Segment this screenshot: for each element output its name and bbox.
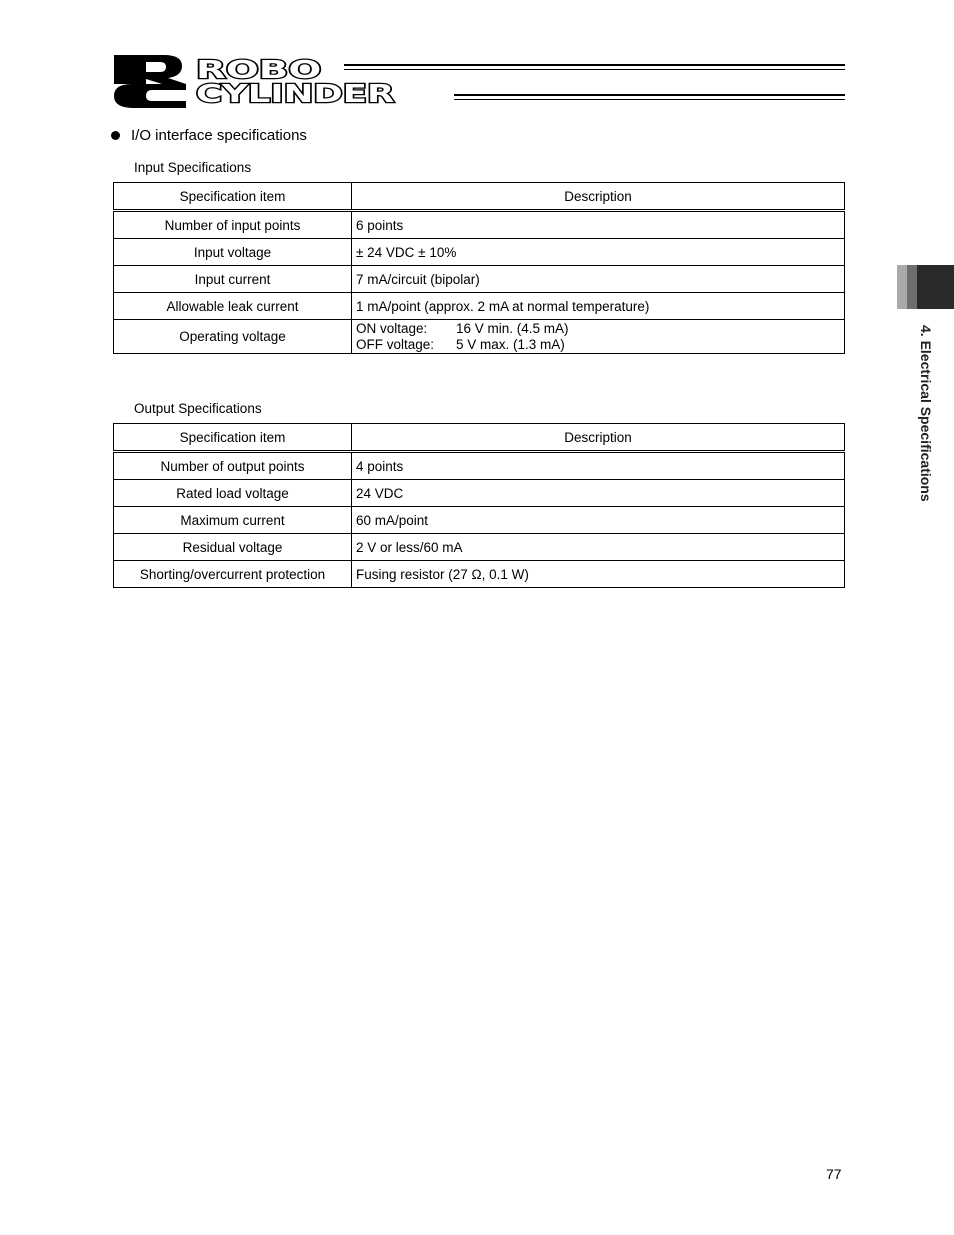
logo-word-cylinder: CYLINDER	[196, 79, 395, 108]
header-rule-bottom-thin	[454, 99, 845, 100]
desc-cell: 1 mA/point (approx. 2 mA at normal temperature)	[352, 293, 845, 320]
table-header-row	[114, 183, 845, 211]
input-specs-table	[113, 182, 845, 354]
section-title	[111, 127, 307, 144]
header-rule-top-thin	[344, 69, 845, 70]
table-row	[114, 293, 845, 320]
header-cell: Description	[352, 183, 845, 211]
desc-cell	[352, 320, 845, 354]
section-title-text: I/O interface specifications	[131, 127, 307, 144]
desc-cell: 24 VDC	[352, 480, 845, 507]
desc-cell: 60 mA/point	[352, 507, 845, 534]
table-row	[114, 452, 845, 480]
chapter-side-label: 4. Electrical Specifications	[918, 325, 934, 502]
output-specs-table	[113, 423, 845, 588]
operating-voltage-values	[356, 321, 840, 353]
on-voltage-label: ON voltage:	[356, 320, 428, 336]
desc-cell: 7 mA/circuit (bipolar)	[352, 266, 845, 293]
table-row	[114, 507, 845, 534]
table-row	[114, 534, 845, 561]
item-cell: Operating voltage	[114, 320, 352, 354]
robo-cylinder-logo	[112, 54, 852, 110]
output-specs-caption: Output Specifications	[134, 401, 262, 416]
item-cell: Residual voltage	[114, 534, 352, 561]
logo-word-robo: ROBO	[196, 55, 322, 84]
table-row	[114, 320, 845, 354]
item-cell: Input voltage	[114, 239, 352, 266]
off-voltage-value: 5 V max. (1.3 mA)	[456, 336, 565, 352]
table-row	[114, 480, 845, 507]
on-voltage-value: 16 V min. (4.5 mA)	[456, 320, 569, 336]
table-row	[114, 211, 845, 239]
desc-cell: Fusing resistor (27 Ω, 0.1 W)	[352, 561, 845, 588]
table-header-row	[114, 424, 845, 452]
item-cell: Rated load voltage	[114, 480, 352, 507]
header-rule-top	[344, 64, 845, 66]
input-specs-caption: Input Specifications	[134, 160, 252, 175]
chapter-tab-light-stripe	[897, 265, 907, 309]
header-cell: Specification item	[114, 183, 352, 211]
header-cell: Specification item	[114, 424, 352, 452]
bullet-icon	[111, 131, 120, 140]
chapter-tab-mid-stripe	[907, 265, 917, 309]
page-number: 77	[826, 1166, 842, 1182]
item-cell: Number of output points	[114, 452, 352, 480]
desc-cell: ± 24 VDC ± 10%	[352, 239, 845, 266]
chapter-tab	[897, 265, 954, 309]
chapter-tab-dark-block	[917, 265, 954, 309]
item-cell: Allowable leak current	[114, 293, 352, 320]
table-row	[114, 239, 845, 266]
item-cell: Number of input points	[114, 211, 352, 239]
desc-cell: 2 V or less/60 mA	[352, 534, 845, 561]
table-row	[114, 266, 845, 293]
off-voltage-label: OFF voltage:	[356, 336, 435, 352]
desc-cell: 6 points	[352, 211, 845, 239]
rc-logo-icon	[112, 54, 190, 108]
table-row	[114, 561, 845, 588]
item-cell: Shorting/overcurrent protection	[114, 561, 352, 588]
item-cell: Maximum current	[114, 507, 352, 534]
header-cell: Description	[352, 424, 845, 452]
item-cell: Input current	[114, 266, 352, 293]
header-rule-bottom	[454, 94, 845, 96]
desc-cell: 4 points	[352, 452, 845, 480]
